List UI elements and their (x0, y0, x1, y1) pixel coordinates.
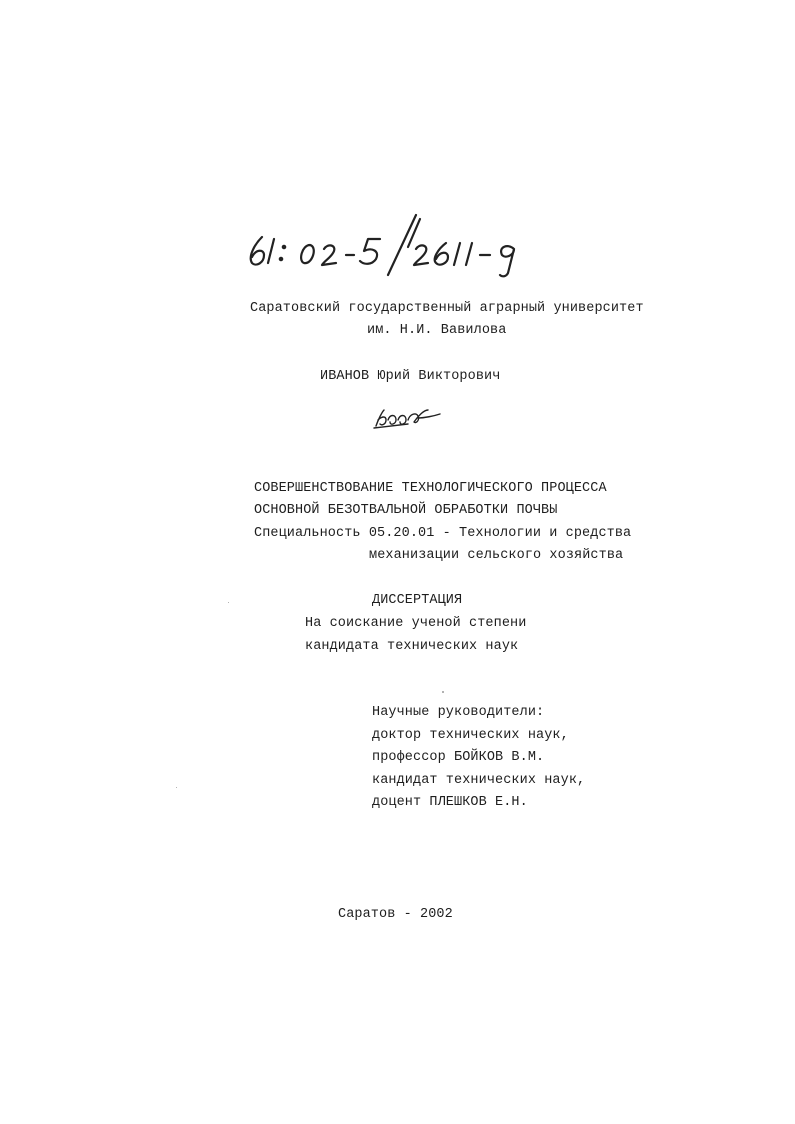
supervisor-line: доцент ПЛЕШКОВ Е.Н. (372, 795, 528, 810)
scan-speck (442, 691, 444, 693)
work-type: ДИССЕРТАЦИЯ (372, 593, 463, 608)
specialty-line2: механизации сельского хозяйства (369, 548, 624, 563)
scan-speck (176, 787, 177, 788)
dissertation-title-line2: ОСНОВНОЙ БЕЗОТВАЛЬНОЙ ОБРАБОТКИ ПОЧВЫ (254, 503, 558, 518)
scan-speck (228, 602, 229, 603)
handwritten-inventory-number (240, 205, 540, 285)
university-name-suffix: им. Н.И. Вавилова (367, 323, 507, 338)
supervisors-heading: Научные руководители: (372, 705, 545, 720)
supervisor-line: профессор БОЙКОВ В.М. (372, 750, 545, 765)
author-name: ИВАНОВ Юрий Викторович (320, 369, 501, 384)
degree-line1: На соискание ученой степени (305, 616, 527, 631)
dissertation-title-line1: СОВЕРШЕНСТВОВАНИЕ ТЕХНОЛОГИЧЕСКОГО ПРОЦЕССА (254, 481, 607, 496)
specialty-line1: Специальность 05.20.01 - Технологии и средства (254, 526, 632, 541)
university-name: Саратовский государственный аграрный университет (250, 301, 644, 316)
degree-line2: кандидата технических наук (305, 639, 519, 654)
city-and-year: Саратов - 2002 (338, 907, 453, 922)
supervisor-line: доктор технических наук, (372, 728, 569, 743)
supervisor-line: кандидат технических наук, (372, 773, 586, 788)
author-signature (368, 398, 448, 434)
